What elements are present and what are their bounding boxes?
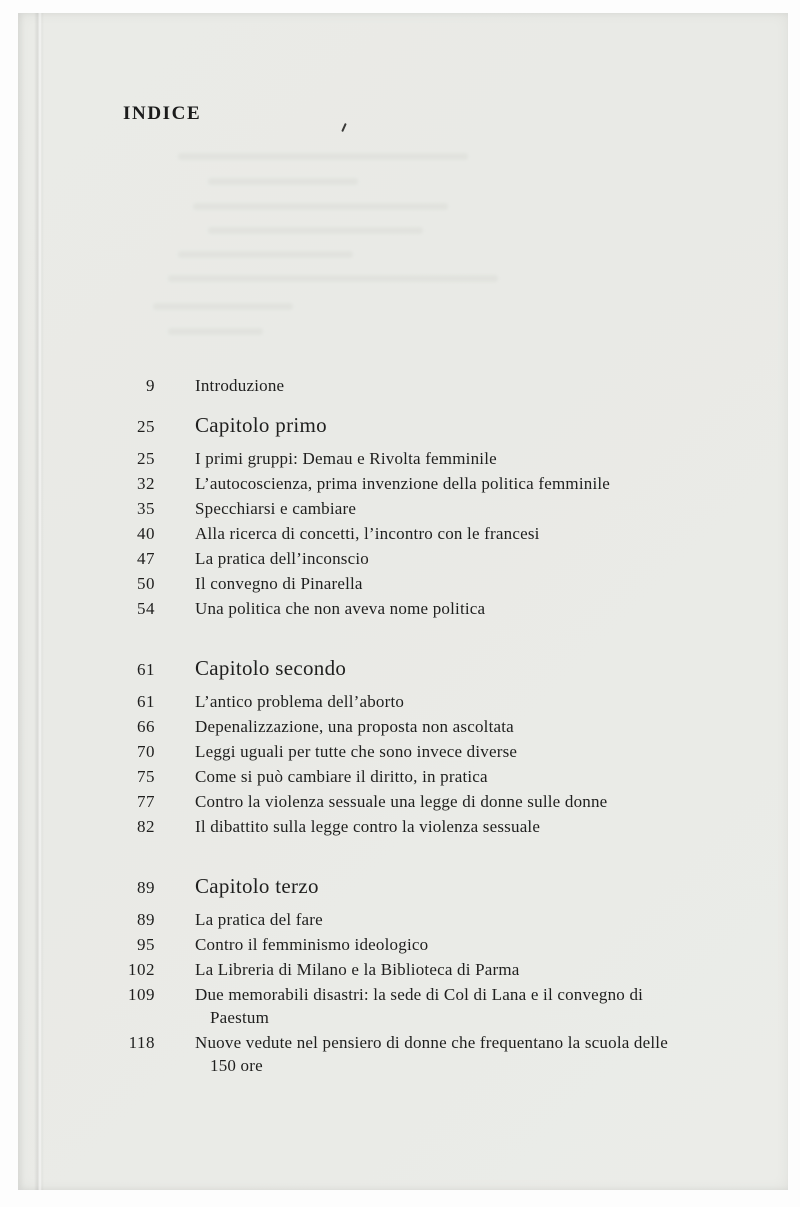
toc-entry-page-number: 89 [137, 910, 155, 929]
toc-chapter-heading [105, 873, 735, 901]
toc-entry-title: L’autocoscienza, prima invenzione della politica femminile [195, 474, 611, 493]
toc-heading-page-number: 61 [137, 660, 155, 679]
toc-entry [105, 690, 735, 713]
toc-entry-page-number: 61 [137, 692, 155, 711]
table-of-contents [105, 374, 735, 1079]
book-page [18, 13, 788, 1190]
toc-entry [105, 740, 735, 763]
toc-entry-page-number: 32 [137, 474, 155, 493]
toc-heading-page-number: 25 [137, 417, 155, 436]
toc-entry-title: Contro il femminismo ideologico [195, 935, 429, 954]
toc-entry-page-number: 50 [137, 574, 155, 593]
toc-entry [105, 1031, 735, 1077]
toc-entry-page-number: 109 [128, 985, 155, 1004]
toc-entry-title: La pratica dell’inconscio [195, 549, 369, 568]
toc-entry [105, 547, 735, 570]
toc-entry-page-number: 70 [137, 742, 155, 761]
toc-heading-page-number: 89 [137, 878, 155, 897]
binding-crease [34, 13, 44, 1190]
toc-entry-page-number: 95 [137, 935, 155, 954]
toc-entry-page-number: 47 [137, 549, 155, 568]
toc-entry [105, 715, 735, 738]
toc-entry [105, 497, 735, 520]
toc-entry-page-number: 77 [137, 792, 155, 811]
toc-entry [105, 597, 735, 620]
toc-heading-title: Capitolo primo [195, 413, 327, 437]
toc-entry-page-number: 66 [137, 717, 155, 736]
toc-entry [105, 374, 735, 397]
toc-entry-title: Introduzione [195, 376, 285, 395]
toc-entry-title: Il dibattito sulla legge contro la violenza sessuale [195, 817, 541, 836]
toc-entry-title: Il convegno di Pinarella [195, 574, 363, 593]
toc-entry-title: Una politica che non aveva nome politica [195, 599, 486, 618]
toc-entry-title: La Libreria di Milano e la Biblioteca di Parma [195, 960, 520, 979]
toc-entry [105, 572, 735, 595]
toc-entry-title: Leggi uguali per tutte che sono invece diverse [195, 742, 518, 761]
toc-entry-title: Due memorabili disastri: la sede di Col di Lana e il convegno di Paestum [195, 985, 644, 1027]
toc-entry-page-number: 35 [137, 499, 155, 518]
toc-entry-page-number: 82 [137, 817, 155, 836]
toc-heading-title: Capitolo terzo [195, 874, 319, 898]
toc-entry [105, 522, 735, 545]
toc-entry [105, 983, 735, 1029]
toc-entry-page-number: 54 [137, 599, 155, 618]
toc-chapter-heading [105, 655, 735, 683]
toc-entry [105, 815, 735, 838]
toc-entry-page-number: 40 [137, 524, 155, 543]
toc-chapter-heading [105, 412, 735, 440]
toc-entry [105, 447, 735, 470]
toc-entry-title: Depenalizzazione, una proposta non ascoltata [195, 717, 514, 736]
toc-entry-page-number: 9 [146, 376, 155, 395]
toc-entry-page-number: 118 [128, 1033, 155, 1052]
toc-entry [105, 958, 735, 981]
toc-entry-title: La pratica del fare [195, 910, 323, 929]
toc-entry-title: Specchiarsi e cambiare [195, 499, 357, 518]
toc-entry [105, 765, 735, 788]
toc-entry [105, 790, 735, 813]
toc-entry-title: Come si può cambiare il diritto, in pratica [195, 767, 488, 786]
toc-entry-title: L’antico problema dell’aborto [195, 692, 405, 711]
toc-entry [105, 933, 735, 956]
toc-entry-title: Alla ricerca di concetti, l’incontro con le francesi [195, 524, 540, 543]
toc-entry-page-number: 75 [137, 767, 155, 786]
scan-speck [341, 123, 346, 132]
toc-entry-page-number: 102 [128, 960, 155, 979]
toc-entry-page-number: 25 [137, 449, 155, 468]
toc-entry-title: Contro la violenza sessuale una legge di donne sulle donne [195, 792, 608, 811]
toc-entry [105, 472, 735, 495]
page-title: INDICE [123, 103, 202, 124]
toc-entry [105, 908, 735, 931]
toc-entry-title: I primi gruppi: Demau e Rivolta femminile [195, 449, 497, 468]
toc-entry-title: Nuove vedute nel pensiero di donne che frequentano la scuola delle 150 ore [195, 1033, 668, 1075]
toc-heading-title: Capitolo secondo [195, 656, 347, 680]
